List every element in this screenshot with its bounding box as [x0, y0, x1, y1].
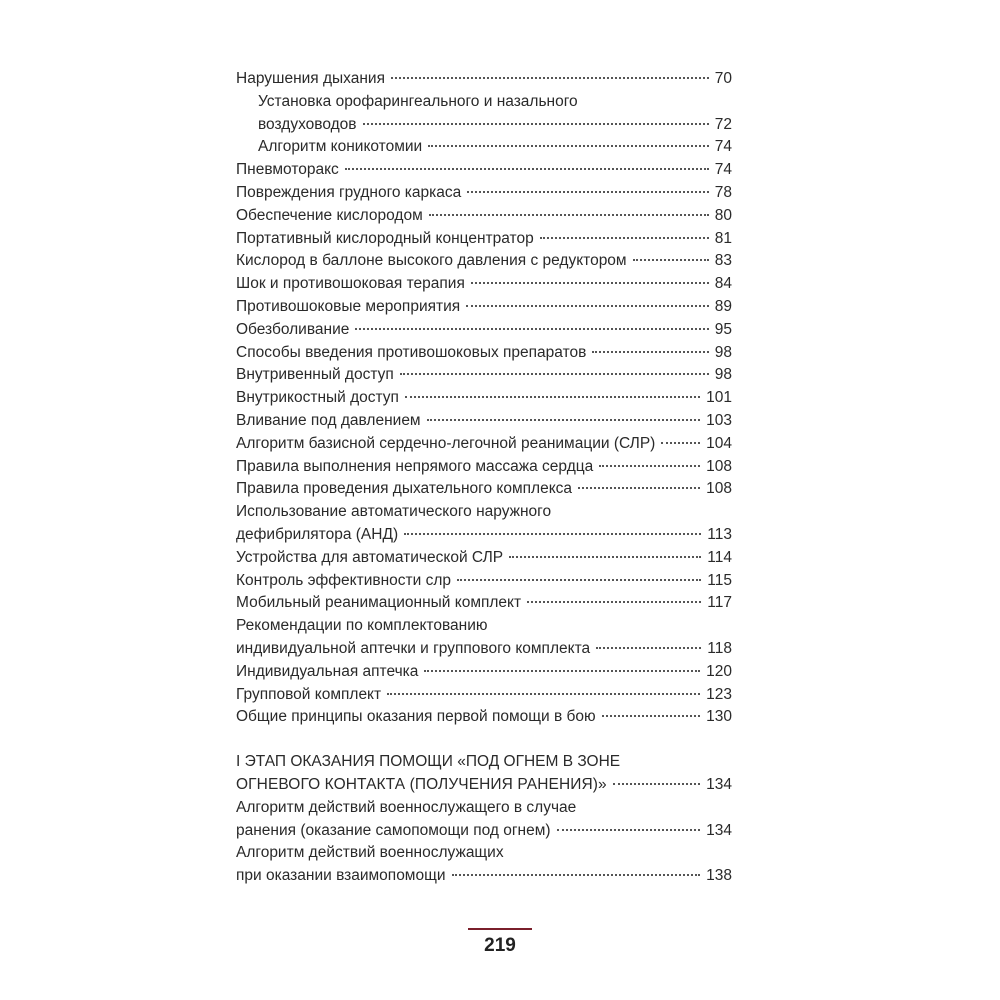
toc-entry-row — [236, 638, 732, 661]
toc-entry — [236, 159, 732, 182]
toc-entry-page: 98 — [714, 366, 732, 384]
dot-leader — [363, 123, 709, 125]
toc-entry-title-line: Вливание под давлением — [236, 411, 421, 429]
toc-entry-row — [236, 820, 732, 843]
toc-entry-title-line: при оказании взаимопомощи — [236, 867, 446, 885]
toc-entry — [236, 205, 732, 228]
toc-entry-title-line: Групповой комплект — [236, 685, 382, 703]
toc-entry-title-line: Алгоритм действий военнослужащего в случае — [236, 798, 577, 816]
dot-leader — [429, 214, 709, 216]
dot-leader — [661, 442, 700, 444]
toc-entry-title-line: дефибрилятора (АНД) — [236, 525, 399, 543]
toc-entry-page: 95 — [714, 320, 732, 338]
toc-entry — [236, 342, 732, 365]
toc-entry-title-line: Повреждения грудного каркаса — [236, 183, 462, 201]
toc-entry-title-line: I ЭТАП ОКАЗАНИЯ ПОМОЩИ «ПОД ОГНЕМ В ЗОНЕ — [236, 753, 621, 771]
toc-entry-page: 72 — [714, 115, 732, 133]
toc-entry-title-line: Индивидуальная аптечка — [236, 662, 419, 680]
dot-leader — [578, 487, 700, 489]
toc-entry-page: 134 — [706, 775, 732, 793]
toc-entry-row — [258, 136, 732, 159]
toc-entry — [236, 456, 732, 479]
dot-leader — [428, 145, 709, 147]
toc-entry-title-line: индивидуальной аптечки и группового комплекта — [236, 639, 591, 657]
toc-entry-row — [236, 364, 732, 387]
toc-entry-title-line: Способы введения противошоковых препаратов — [236, 343, 587, 361]
toc-entry — [236, 433, 732, 456]
dot-leader — [424, 670, 700, 672]
toc-entry — [236, 706, 732, 729]
toc-entry-row — [236, 387, 732, 410]
toc-entry-page: 130 — [706, 708, 732, 726]
toc-entry-row — [236, 570, 732, 593]
toc-entry-page: 74 — [714, 138, 732, 156]
dot-leader — [633, 259, 709, 261]
toc-entry — [236, 661, 732, 684]
toc-entry — [236, 136, 732, 159]
dot-leader — [466, 305, 709, 307]
toc-entry-row — [236, 661, 732, 684]
toc-entry-row — [236, 524, 732, 547]
toc-entry — [236, 797, 732, 843]
dot-leader — [527, 601, 701, 603]
toc-entry-title-line: Портативный кислородный концентратор — [236, 229, 534, 247]
toc-entry-page: 123 — [706, 685, 732, 703]
toc-entry-row — [236, 478, 732, 501]
toc-entry — [236, 228, 732, 251]
dot-leader — [452, 874, 701, 876]
toc-entry-title-line: Установка орофарингеального и назального — [258, 92, 578, 110]
dot-leader — [592, 351, 708, 353]
toc-entry-row — [236, 182, 732, 205]
toc-entry-row — [236, 319, 732, 342]
toc-entry-page: 138 — [706, 867, 732, 885]
dot-leader — [355, 328, 708, 330]
toc-entry-row — [236, 342, 732, 365]
toc-entry-title-line: Правила проведения дыхательного комплекса — [236, 480, 573, 498]
toc-entry-title-line: Использование автоматического наружного — [236, 503, 552, 521]
toc-entry-page: 74 — [714, 161, 732, 179]
toc-entry — [236, 273, 732, 296]
toc-entry — [236, 387, 732, 410]
dot-leader — [599, 465, 700, 467]
toc-entry-page: 78 — [714, 183, 732, 201]
toc-entry-page: 83 — [714, 252, 732, 270]
toc-entry-page: 118 — [707, 639, 732, 657]
toc-entry-page: 80 — [714, 206, 732, 224]
toc-entry — [236, 410, 732, 433]
toc-entry-row — [236, 296, 732, 319]
toc-entry — [236, 68, 732, 91]
toc-entry-title-line: ранения (оказание самопомощи под огнем) — [236, 821, 551, 839]
toc-entry-page: 120 — [706, 662, 732, 680]
toc-entry-page: 113 — [707, 525, 732, 543]
section-spacer — [236, 729, 732, 751]
toc-entry-title-line: Внутрикостный доступ — [236, 389, 399, 407]
toc-entry-title-line: Контроль эффективности слр — [236, 571, 452, 589]
toc-entry-title-line: воздуховодов — [258, 115, 357, 133]
toc-entry-row — [236, 706, 732, 729]
toc-entry — [236, 364, 732, 387]
toc-entry-title-line: Алгоритм действий военнослужащих — [236, 844, 504, 862]
toc-entry-page: 70 — [714, 70, 732, 87]
toc-section-heading — [236, 751, 732, 797]
toc-entry-title-line: Противошоковые мероприятия — [236, 297, 461, 315]
dot-leader — [596, 647, 701, 649]
toc-entry-row — [236, 273, 732, 296]
toc-entry-title-line: Правила выполнения непрямого массажа сердца — [236, 457, 594, 475]
toc-entry-page: 101 — [706, 389, 732, 407]
toc-entry-title-line: Общие принципы оказания первой помощи в бою — [236, 708, 596, 726]
toc-entry-page: 81 — [714, 229, 732, 247]
toc-entry — [236, 570, 732, 593]
dot-leader — [400, 373, 709, 375]
page-number: 219 — [484, 935, 516, 956]
toc-entry-title-line: Обезболивание — [236, 320, 350, 338]
toc-entry — [236, 91, 732, 137]
toc-entry-row — [236, 205, 732, 228]
toc-entry-page: 89 — [714, 297, 732, 315]
toc-entry-title-line: Нарушения дыхания — [236, 70, 385, 87]
dot-leader — [602, 715, 700, 717]
toc-entry-page: 98 — [714, 343, 732, 361]
toc-entry-row — [236, 774, 732, 797]
toc-entry — [236, 182, 732, 205]
toc-entry — [236, 296, 732, 319]
dot-leader — [467, 191, 708, 193]
toc-entry-page: 108 — [706, 480, 732, 498]
toc-entry-title-line: Шок и противошоковая терапия — [236, 275, 465, 293]
toc-entry-title-line: Алгоритм коникотомии — [258, 138, 423, 156]
toc-entry-page: 117 — [707, 594, 732, 612]
toc-entry-row — [236, 433, 732, 456]
toc-entry — [236, 842, 732, 888]
toc-entry — [236, 751, 732, 797]
toc-entry — [236, 319, 732, 342]
toc-entry-title-line: Обеспечение кислородом — [236, 206, 423, 224]
toc-entry — [236, 547, 732, 570]
toc-entry-page: 115 — [707, 571, 732, 589]
dot-leader — [540, 237, 709, 239]
toc-entry — [236, 615, 732, 661]
toc-entry-title-line: Рекомендации по комплектованию — [236, 617, 488, 635]
toc-entry-row — [236, 456, 732, 479]
toc-entry-title-line: Мобильный реанимационный комплект — [236, 594, 522, 612]
toc-entry-row — [236, 228, 732, 251]
dot-leader — [405, 396, 700, 398]
toc-entry-page: 104 — [706, 434, 732, 452]
toc-entry-page: 114 — [707, 548, 732, 566]
toc-entry-row — [236, 250, 732, 273]
toc-entry-title-line: Кислород в баллоне высокого давления с редуктором — [236, 252, 627, 270]
toc-entry — [236, 478, 732, 501]
toc-entry-row — [236, 410, 732, 433]
toc-entry-row — [236, 547, 732, 570]
dot-leader — [457, 579, 701, 581]
toc-entry-title-line: Алгоритм базисной сердечно-легочной реанимации (СЛР) — [236, 434, 656, 452]
dot-leader — [471, 282, 709, 284]
toc-entry — [236, 250, 732, 273]
dot-leader — [404, 533, 701, 535]
toc-main-list — [236, 68, 732, 729]
toc-entry-title-line: ОГНЕВОГО КОНТАКТА (ПОЛУЧЕНИЯ РАНЕНИЯ)» — [236, 775, 607, 793]
dot-leader — [391, 77, 709, 79]
dot-leader — [427, 419, 701, 421]
table-of-contents — [236, 68, 732, 888]
footer-rule — [468, 928, 532, 930]
toc-section-list — [236, 797, 732, 888]
toc-entry — [236, 501, 732, 547]
dot-leader — [387, 693, 700, 695]
dot-leader — [613, 783, 700, 785]
toc-entry-page: 84 — [714, 275, 732, 293]
toc-entry-title-line: Внутривенный доступ — [236, 366, 394, 384]
toc-entry-row — [258, 114, 732, 137]
toc-entry — [236, 684, 732, 707]
toc-entry-row — [236, 68, 732, 91]
toc-entry-row — [236, 865, 732, 888]
toc-entry-title-line: Устройства для автоматической СЛР — [236, 548, 504, 566]
dot-leader — [509, 556, 701, 558]
dot-leader — [557, 829, 701, 831]
toc-entry-row — [236, 592, 732, 615]
toc-entry-title-line: Пневмоторакс — [236, 161, 339, 179]
toc-entry-row — [236, 159, 732, 182]
toc-entry-row — [236, 684, 732, 707]
toc-entry — [236, 592, 732, 615]
dot-leader — [345, 168, 709, 170]
toc-entry-page: 134 — [706, 821, 732, 839]
toc-entry-page: 108 — [706, 457, 732, 475]
toc-entry-page: 103 — [706, 411, 732, 429]
